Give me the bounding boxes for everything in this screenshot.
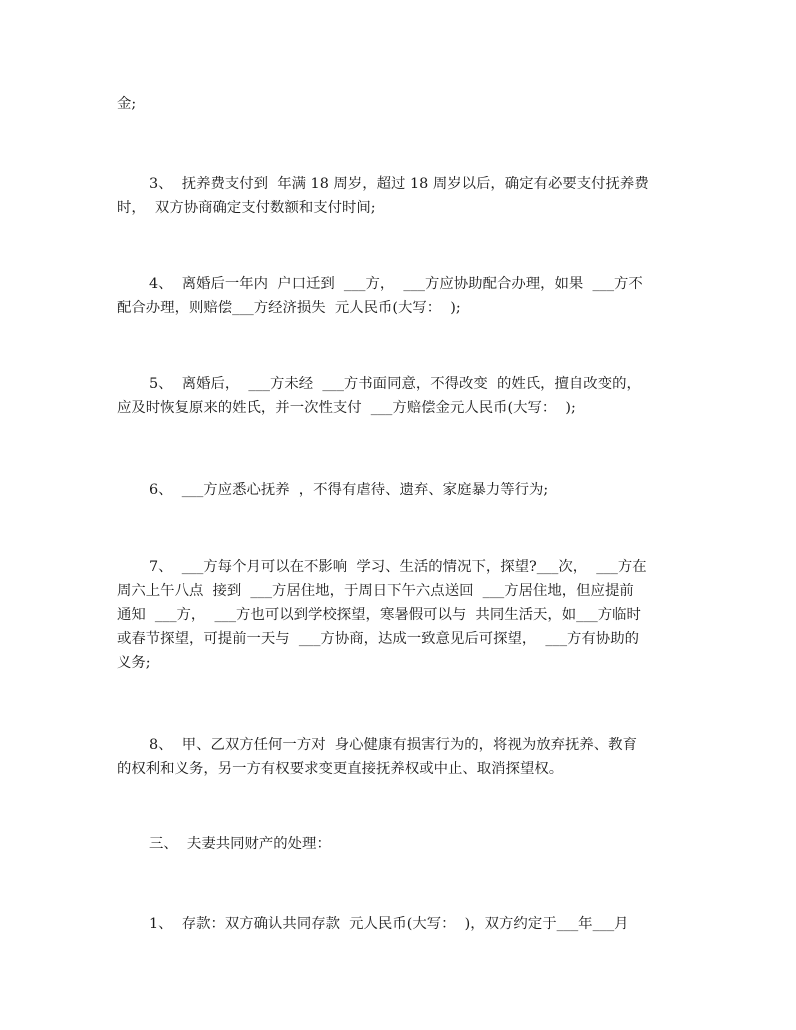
clause-8-line-2: 的权利和义务，另一方有权要求变更直接抚养权或中止、取消探望权。	[117, 761, 564, 777]
clause-7-line-2: 周六上午八点 接到 ___方居住地，于周日下午六点送回 ___方居住地，但应提前	[117, 583, 634, 599]
clause-4-line-2: 配合办理，则赔偿___方经济损失 元人民币(大写： );	[117, 300, 461, 316]
clause-7-line-1: 7、 ___方每个月可以在不影响 学习、生活的情况下，探望?___次， ___方在	[149, 559, 647, 575]
clause-6-line-1: 6、 ___方应悉心抚养 ，不得有虐待、遗弃、家庭暴力等行为;	[149, 482, 549, 498]
section-3-heading: 三、 夫妻共同财产的处理：	[149, 836, 331, 852]
clause-5-line-1: 5、 离婚后， ___方未经 ___方书面同意，不得改变 的姓氏，擅自改变的，	[149, 376, 641, 392]
clause-3-line-2: 时， 双方协商确定支付数额和支付时间;	[117, 200, 376, 216]
clause-5-line-2: 应及时恢复原来的姓氏，并一次性支付 ___方赔偿金元人民币(大写： );	[117, 400, 576, 416]
clause-7-line-4: 或春节探望，可提前一天与 ___方协商，达成一致意见后可探望， ___方有协助的	[117, 631, 639, 647]
clause-7-line-5: 义务;	[117, 655, 151, 671]
clause-4-line-1: 4、 离婚后一年内 户口迁到 ___方， ___方应协助配合办理，如果 ___方不	[149, 276, 643, 292]
paragraph-0-line-1: 金;	[117, 96, 137, 112]
property-clause-1-line-1: 1、 存款：双方确认共同存款 元人民币(大写： )，双方约定于___年___月	[149, 916, 629, 932]
clause-7-line-3: 通知 ___方， ___方也可以到学校探望，寒暑假可以与 共同生活天，如___方临时	[117, 607, 641, 623]
clause-8-line-1: 8、 甲、乙双方任何一方对 身心健康有损害行为的，将视为放弃抚养、教育	[149, 737, 637, 753]
clause-3-line-1: 3、 抚养费支付到 年满 18 周岁，超过 18 周岁以后，确定有必要支付抚养费	[149, 176, 649, 192]
